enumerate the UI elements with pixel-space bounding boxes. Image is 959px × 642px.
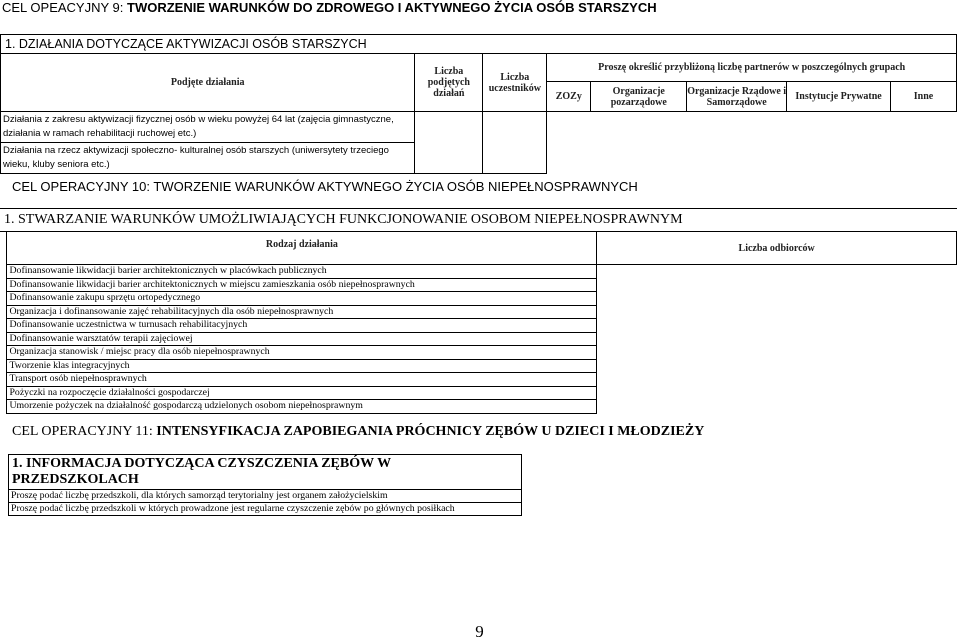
participants-cell[interactable]: [483, 112, 547, 174]
activity-type: Organizacja stanowisk / miejsc pracy dla osób niepełnosprawnych: [7, 346, 597, 360]
table-row: [1, 112, 957, 143]
question-label: Proszę podać liczbę przedszkoli w których prowadzone jest regularne czyszczenie zębów po głównych posiłkach: [9, 503, 522, 516]
partner-col-zoz: ZOZy: [547, 82, 591, 112]
section10-heading-main: TWORZENIE WARUNKÓW AKTYWNEGO ŻYCIA OSÓB NIEPEŁNOSPRAWNYCH: [153, 179, 638, 194]
table-row: [9, 490, 522, 503]
col-partners-header: Proszę określić przybliżoną liczbę partnerów w poszczególnych grupach: [547, 54, 957, 82]
section9-heading-main: TWORZENIE WARUNKÓW DO ZDROWEGO I AKTYWNEGO ŻYCIA OSÓB STARSZYCH: [127, 0, 657, 15]
activity-type: Umorzenie pożyczek na działalność gospodarczą udzielonych osobom niepełnosprawnym: [7, 400, 597, 414]
activity-type: Organizacja i dofinansowanie zajęć rehabilitacyjnych dla osób niepełnosprawnych: [7, 305, 597, 319]
activity-label: Działania z zakresu aktywizacji fizycznej osób w wieku powyżej 64 lat (zajęcia gimnastyczne, działania w ramach rehabilitacji ruchowej etc.): [1, 112, 415, 143]
activity-type: Transport osób niepełnosprawnych: [7, 373, 597, 387]
activity-type: Tworzenie klas integracyjnych: [7, 359, 597, 373]
section11-heading-main: INTENSYFIKACJA ZAPOBIEGANIA PRÓCHNICY ZĘBÓW U DZIECI I MŁODZIEŻY: [156, 424, 705, 439]
actions-count-cell[interactable]: [415, 112, 483, 174]
activity-type: Dofinansowanie zakupu sprzętu ortopedycznego: [7, 292, 597, 306]
section9-heading-prefix: CEL OPEACYJNY 9:: [2, 0, 127, 15]
activity-type: Pożyczki na rozpoczęcie działalności gospodarczej: [7, 386, 597, 400]
col-recipients-header: Liczba odbiorców: [597, 232, 957, 265]
section10-table-title: 1. STWARZANIE WARUNKÓW UMOŻLIWIAJĄCYCH FUNKCJONOWANIE OSOBOM NIEPEŁNOSPRAWNYM: [0, 209, 957, 232]
col-participants-header: Liczba uczestników: [483, 54, 547, 112]
partner-col-ngo: Organizacje pozarządowe: [591, 82, 687, 112]
empty-area: [547, 112, 957, 174]
question-label: Proszę podać liczbę przedszkoli, dla których samorząd terytorialny jest organem założycielskim: [9, 490, 522, 503]
section11-heading-prefix: CEL OPERACYJNY 11:: [12, 424, 157, 439]
activity-label: Działania na rzecz aktywizacji społeczno- kulturalnej osób starszych (uniwersytety trzeciego wieku, kluby seniora etc.): [1, 143, 415, 174]
partner-col-government: Organizacje Rządowe i Samorządowe: [687, 82, 787, 112]
section10-heading-prefix: CEL OPERACYJNY 10:: [12, 179, 154, 194]
col-actions-count-header: Liczba podjętych działań: [415, 54, 483, 112]
page-number: 9: [475, 622, 484, 641]
col-actions-header: Podjęte działania: [1, 54, 415, 112]
activity-type: Dofinansowanie likwidacji barier architektonicznych w placówkach publicznych: [7, 265, 597, 279]
section11-heading: [12, 423, 704, 440]
partner-col-other: Inne: [891, 82, 957, 112]
activity-type: Dofinansowanie likwidacji barier architektonicznych w miejscu zamieszkania osób niepełnosprawnych: [7, 278, 597, 292]
table-row: [9, 503, 522, 516]
activity-type: Dofinansowanie warsztatów terapii zajęciowej: [7, 332, 597, 346]
table-row: [0, 265, 957, 279]
elderly-activation-table: [0, 34, 957, 174]
activity-type: Dofinansowanie uczestnictwa w turnusach rehabilitacyjnych: [7, 319, 597, 333]
partner-col-private: Instytucje Prywatne: [787, 82, 891, 112]
section11-table-title: 1. INFORMACJA DOTYCZĄCA CZYSZCZENIA ZĘBÓW W PRZEDSZKOLACH: [9, 455, 522, 490]
section9-heading: [2, 0, 657, 16]
disability-support-table: [0, 208, 957, 414]
toothbrushing-table: [8, 454, 522, 516]
col-type-header: Rodzaj działania: [7, 232, 597, 257]
section9-table-title: 1. DZIAŁANIA DOTYCZĄCE AKTYWIZACJI OSÓB STARSZYCH: [1, 35, 957, 54]
section10-heading: [12, 179, 638, 195]
